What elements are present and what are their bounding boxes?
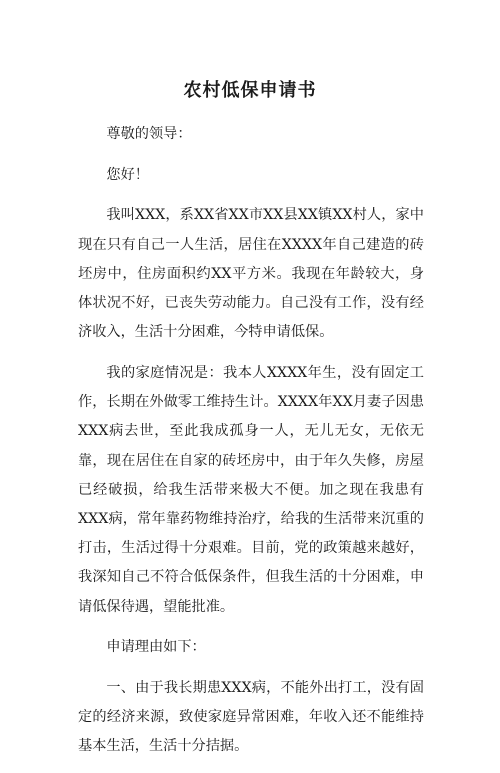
salutation: 尊敬的领导： <box>106 126 192 142</box>
paragraph-family-situation: 我的家庭情况是：我本人XXXX年生，没有固定工作，长期在外做零工维持生计。XXXX年XX月妻子因患XXX病去世，至此我成孤身一人，无儿无女，无依无靠，现在居住在自家的砖坯房中，由于年久失修，房屋已经破损，给我生活带来极大不便。加之现在我患有XXX病，常年靠药物维持治疗，给我的生活带来沉重的打击，生活过得十分艰难。目前，党的政策越来越好，我深知自己不符合低保条件，但我生活的十分困难，申请低保待遇，望能批准。 <box>78 364 424 615</box>
paragraph-reasons-heading: 申请理由如下： <box>106 639 206 656</box>
paragraph-reason-one: 一、由于我长期患XXX病，不能外出打工，没有固定的经济来源，致使家庭异常困难，年收入还不能维持基本生活，生活十分拮据。 <box>78 679 424 755</box>
paragraph-intro: 我叫XXX，系XX省XX市XX县XX镇XX村人，家中现在只有自己一人生活，居住在XXXX年自己建造的砖坯房中，住房面积约XX平方米。我现在年龄较大，身体状况不好，已丧失劳动能力。自己没有工作，没有经济收入，生活十分困难，今特申请低保。 <box>78 207 424 341</box>
document-body <box>78 120 424 773</box>
document-title: 农村低保申请书 <box>183 80 317 101</box>
greeting: 您好！ <box>106 166 149 183</box>
